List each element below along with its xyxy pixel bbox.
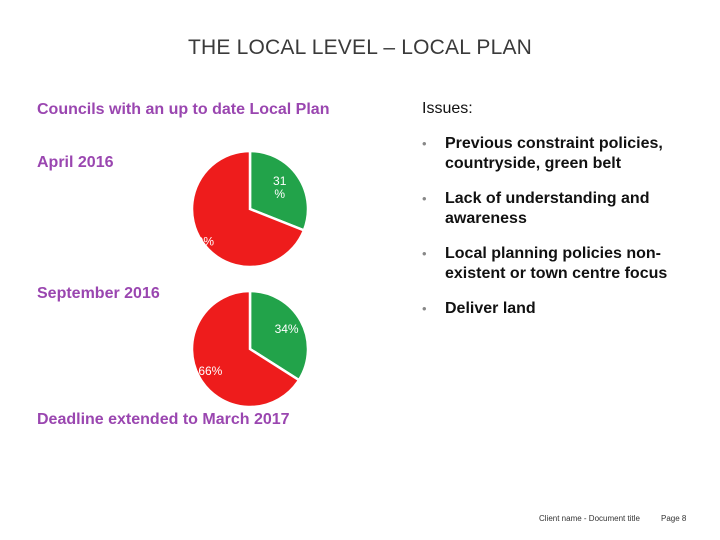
left-heading: Councils with an up to date Local Plan (37, 101, 330, 118)
pie-chart-september-2016 (187, 286, 313, 412)
issue-text: Deliver land (445, 300, 536, 317)
bullet-icon: • (422, 246, 427, 261)
issues-list (422, 134, 712, 334)
pie-chart-april-2016 (187, 146, 313, 272)
date-april-2016: April 2016 (37, 154, 114, 171)
list-item (422, 189, 712, 229)
bullet-icon: • (422, 191, 427, 206)
list-item (422, 244, 712, 284)
pie-slice-label: 31 % (273, 173, 287, 201)
pie-slice-label: 69% (190, 234, 215, 249)
deadline-note: Deadline extended to March 2017 (37, 411, 290, 428)
bullet-icon: • (422, 136, 427, 151)
pie-slice-label: 66% (198, 363, 223, 378)
issue-text: Lack of understanding and awareness (445, 190, 650, 227)
footer-page-number: Page 8 (661, 514, 687, 523)
issue-text: Previous constraint policies, countryside, green belt (445, 135, 663, 172)
list-item (422, 299, 712, 319)
issues-title: Issues: (422, 100, 473, 117)
issue-text: Local planning policies non-existent or town centre focus (445, 245, 668, 282)
date-september-2016: September 2016 (37, 285, 160, 302)
slide-title: THE LOCAL LEVEL – LOCAL PLAN (187, 36, 533, 59)
list-item (422, 134, 712, 174)
bullet-icon: • (422, 301, 427, 316)
footer-document-title: Client name - Document title (539, 514, 640, 523)
pie-slice-label: 34% (274, 321, 299, 336)
